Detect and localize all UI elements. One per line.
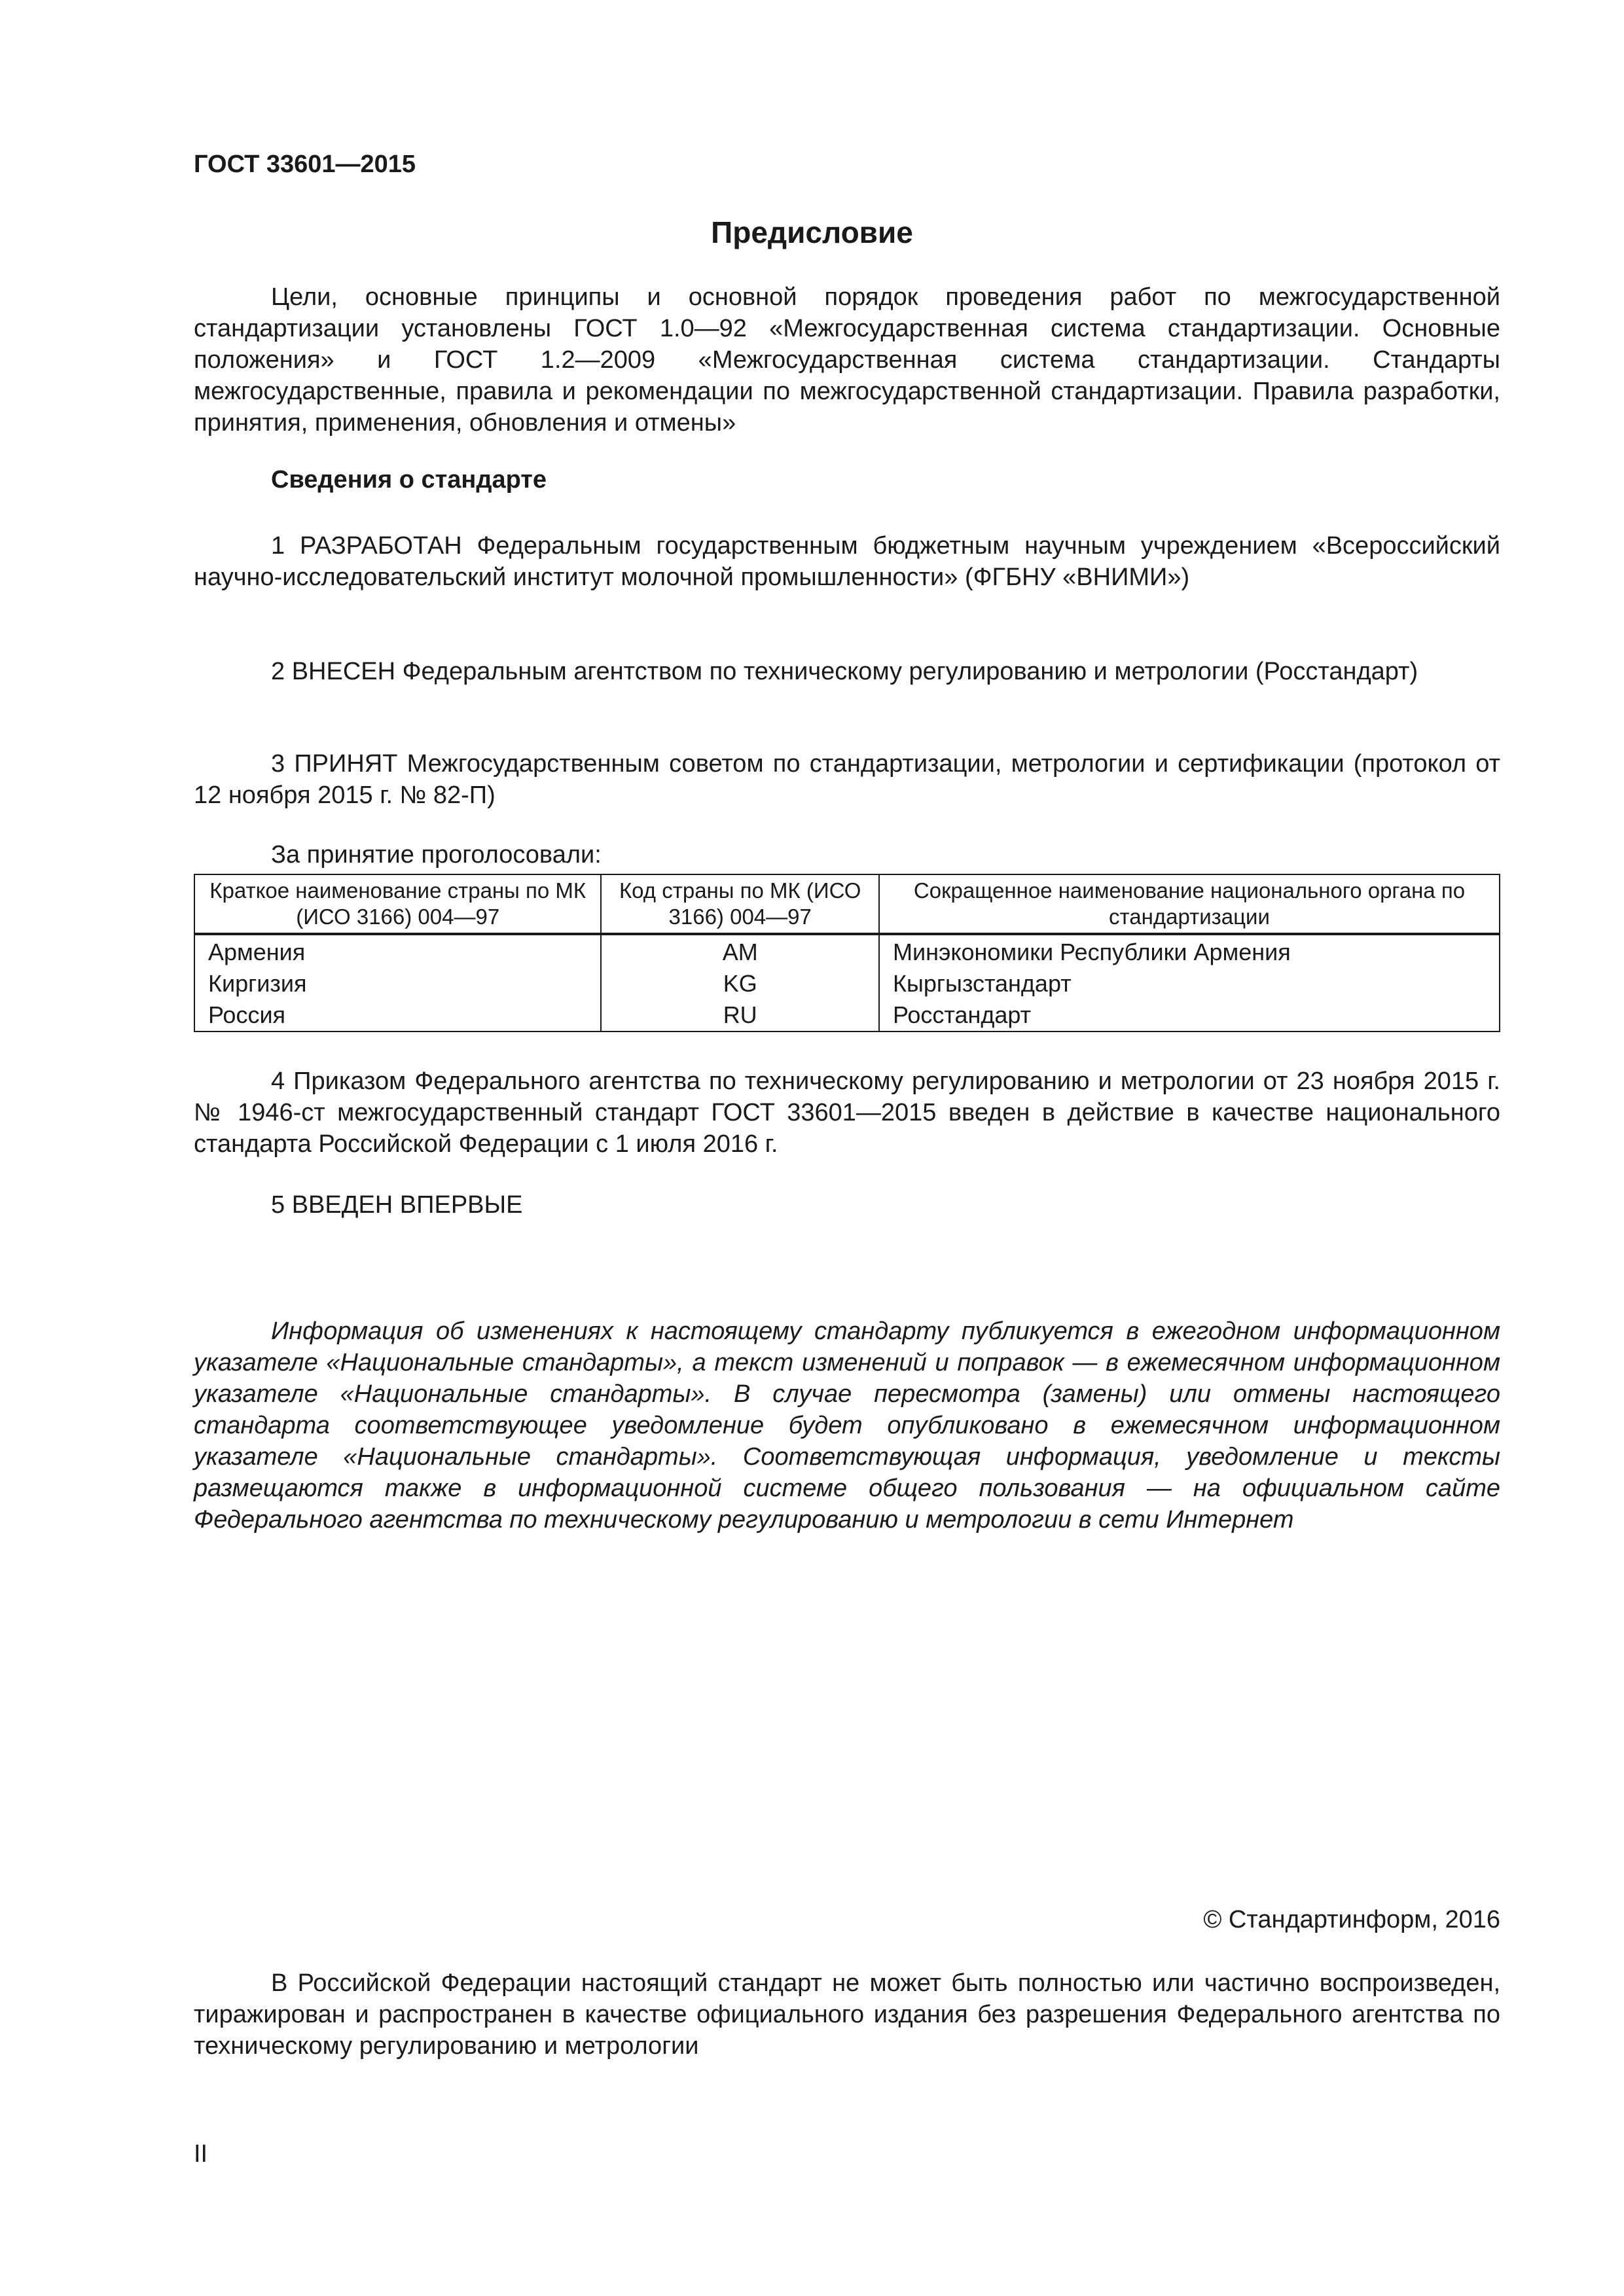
standard-info-heading: Сведения о стандарте (271, 466, 547, 493)
country-name: Россия (194, 999, 601, 1031)
copyright-line: © Стандартинформ, 2016 (1203, 1906, 1500, 1933)
item-first-introduced: 5 ВВЕДЕН ВПЕРВЫЕ (271, 1191, 523, 1219)
item-adopted: 3 ПРИНЯТ Межгосударственным советом по стандартизации, метрологии и сертификации (протокол от 12 ноября 2015 г. № 82-П) (194, 750, 1500, 809)
member-countries-table (194, 874, 1500, 1032)
page-number: II (194, 2140, 208, 2168)
page-title: Предисловие (711, 215, 913, 249)
item-order: 4 Приказом Федерального агентства по техническому регулированию и метрологии от 23 ноября 2015 г. № 1946-ст межгосударственный стандарт ГОСТ 33601—2015 введен в действие в качестве национального стандарта Российской Федерации с 1 июля 2016 г. (194, 1067, 1500, 1158)
document-id: ГОСТ 33601—2015 (194, 151, 416, 178)
country-name: Армения (194, 934, 601, 968)
standards-body: Минэкономики Республики Армения (879, 934, 1500, 968)
item-developed: 1 РАЗРАБОТАН Федеральным государственным бюджетным научным учреждением «Всероссийский научно-исследовательский институт молочной промышленности» (ФГБНУ «ВНИМИ») (194, 532, 1500, 591)
rights-notice: В Российской Федерации настоящий стандарт не может быть полностью или частично воспроизведен, тиражирован и распространен в качестве официального издания без разрешения Федерального агентства по техническому регулированию и метрологии (194, 1969, 1500, 2060)
vote-intro: За принятие проголосовали: (271, 841, 602, 869)
country-code: RU (601, 999, 879, 1031)
standards-body: Росстандарт (879, 999, 1500, 1031)
header-country-code: Код страны по МК (ИСО 3166) 004—97 (601, 874, 879, 934)
country-code: AM (601, 934, 879, 968)
table-row (194, 968, 1500, 999)
intro-paragraph: Цели, основные принципы и основной порядок проведения работ по межгосударственной стандартизации установлены ГОСТ 1.0—92 «Межгосударственная система стандартизации. Основные положения» и ГОСТ 1.2—2009 «Межгосударственная система стандартизации. Стандарты межгосударственные, правила и рекомендации по межгосударственной стандартизации. Правила разработки, принятия, применения, обновления и отмены» (194, 283, 1500, 437)
changes-notice: Информация об изменениях к настоящему стандарту публикуется в ежегодном информационном указателе «Национальные стандарты», а текст изменений и поправок — в ежемесячном информационном указателе «Национальные стандарты». В случае пересмотра (замены) или отмены настоящего стандарта соответствующее уведомление будет опубликовано в ежемесячном информационном указателе «Национальные стандарты». Соответствующая информация, уведомление и тексты размещаются также в информационной системе общего пользования — на официальном сайте Федерального агентства по техническому регулированию и метрологии в сети Интернет (194, 1318, 1500, 1534)
table-row (194, 934, 1500, 968)
country-name: Киргизия (194, 968, 601, 999)
table-header-row (194, 874, 1500, 934)
country-code: KG (601, 968, 879, 999)
item-introduced: 2 ВНЕСЕН Федеральным агентством по техническому регулированию и метрологии (Росстандарт) (271, 658, 1418, 685)
header-country-name: Краткое наименование страны по МК (ИСО 3166) 004—97 (194, 874, 601, 934)
standards-body: Кыргызстандарт (879, 968, 1500, 999)
table-row (194, 999, 1500, 1031)
header-standards-body: Сокращенное наименование национального органа по стандартизации (879, 874, 1500, 934)
